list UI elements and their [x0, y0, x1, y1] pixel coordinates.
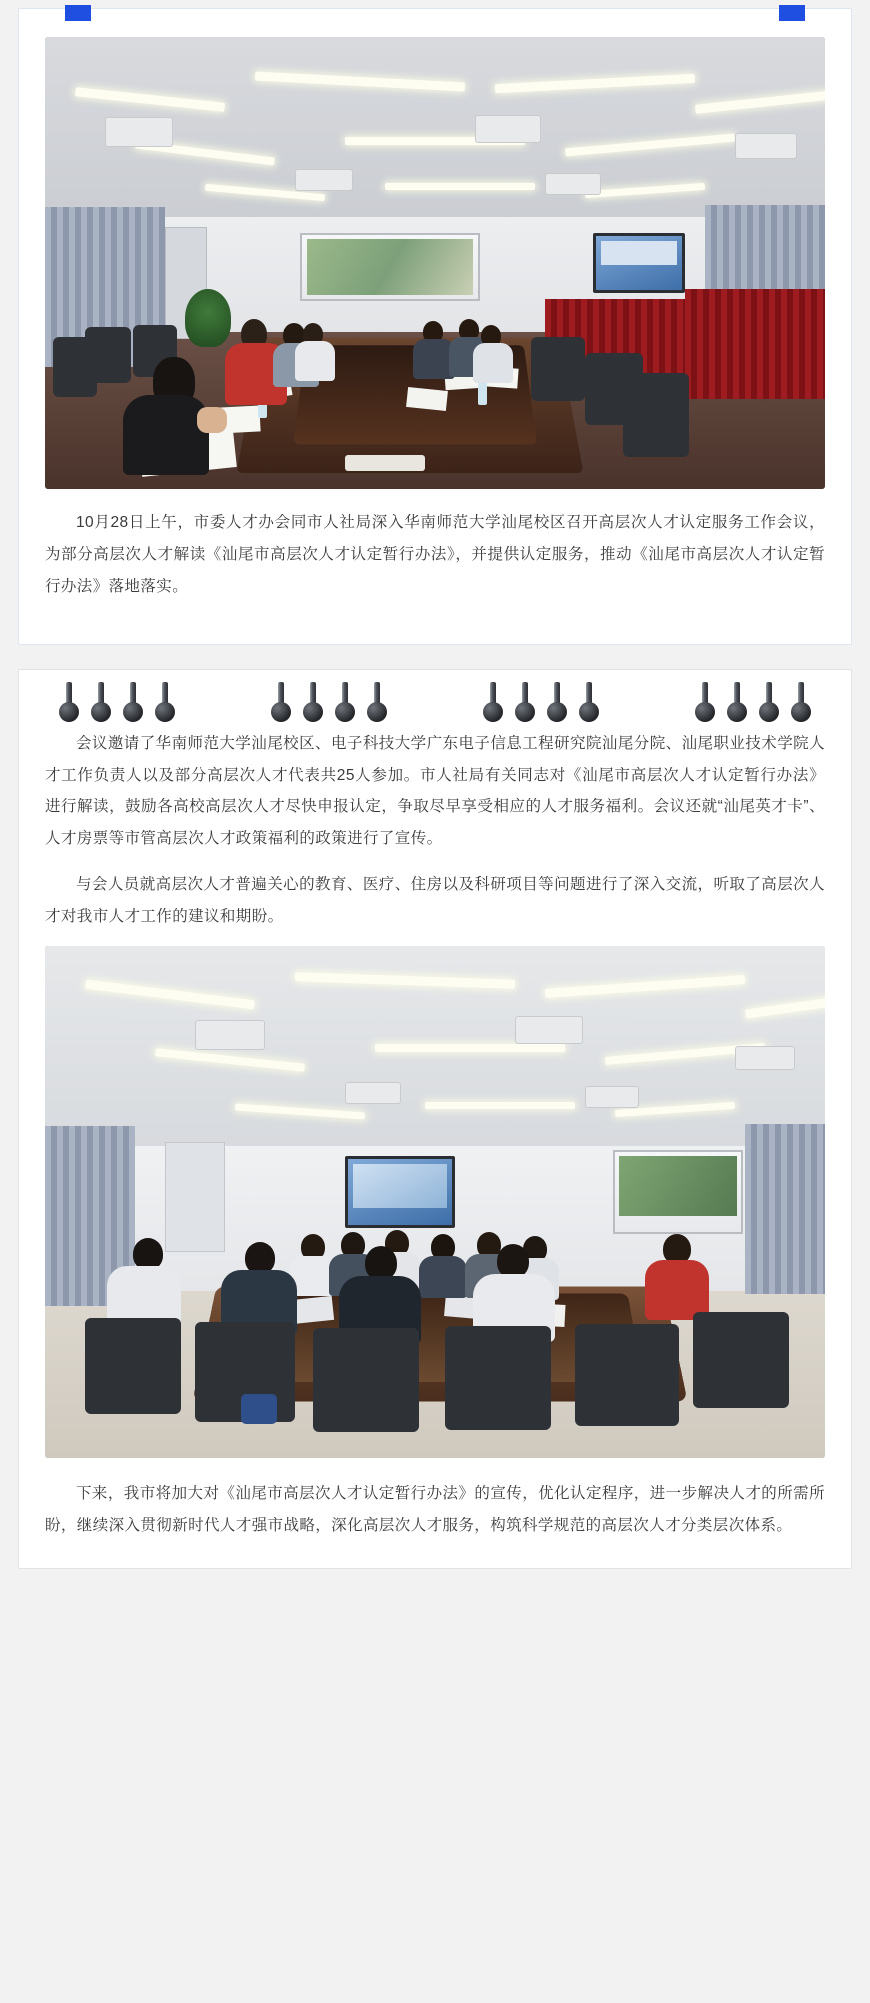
intro-card	[18, 8, 852, 645]
pin-icon	[367, 682, 387, 724]
pin-icon	[727, 682, 747, 724]
corner-mark-right-icon	[779, 5, 805, 21]
pin-icon	[579, 682, 599, 724]
pin-icon	[515, 682, 535, 724]
pin-icon	[335, 682, 355, 724]
pin-icon	[91, 682, 111, 724]
paragraph-1: 会议邀请了华南师范大学汕尾校区、电子科技大学广东电子信息工程研究院汕尾分院、汕尾职业技术学院人才工作负责人以及部分高层次人才代表共25人参加。市人社局有关同志对《汕尾市高层次人才认定暂行办法》进行解读，鼓励各高校高层次人才尽快申报认定，争取尽早享受相应的人才服务福利。会议还就“汕尾英才卡”、人才房票等市管高层次人才政策福利的政策进行了宣传。	[45, 734, 825, 848]
corner-mark-left-icon	[65, 5, 91, 21]
pin-icon	[759, 682, 779, 724]
pin-group-2	[271, 682, 387, 724]
meeting-photo-bottom	[45, 946, 825, 1458]
pin-group-4	[695, 682, 811, 724]
pin-group-3	[483, 682, 599, 724]
pin-icon	[303, 682, 323, 724]
pin-icon	[59, 682, 79, 724]
pin-icon	[695, 682, 715, 724]
pin-group-1	[59, 682, 175, 724]
meeting-photo-top	[45, 37, 825, 489]
pin-decoration-row	[45, 670, 825, 728]
intro-caption: 10月28日上午，市委人才办会同市人社局深入华南师范大学汕尾校区召开高层次人才认定服务工作会议，为部分高层次人才解读《汕尾市高层次人才认定暂行办法》，并提供认定服务，推动《汕尾市高层次人才认定暂行办法》落地落实。	[45, 514, 825, 595]
pin-icon	[155, 682, 175, 724]
paragraph-2: 与会人员就高层次人才普遍关心的教育、医疗、住房以及科研项目等问题进行了深入交流，听取了高层次人才对我市人才工作的建议和期盼。	[45, 875, 825, 925]
closing-paragraph: 下来，我市将加大对《汕尾市高层次人才认定暂行办法》的宣传，优化认定程序，进一步解决人才的所需所盼，继续深入贯彻新时代人才强市战略，深化高层次人才服务，构筑科学规范的高层次人才分类层次体系。	[45, 1485, 825, 1535]
pin-icon	[483, 682, 503, 724]
pin-icon	[791, 682, 811, 724]
pin-icon	[123, 682, 143, 724]
pin-icon	[271, 682, 291, 724]
body-card	[18, 669, 852, 1569]
pin-icon	[547, 682, 567, 724]
